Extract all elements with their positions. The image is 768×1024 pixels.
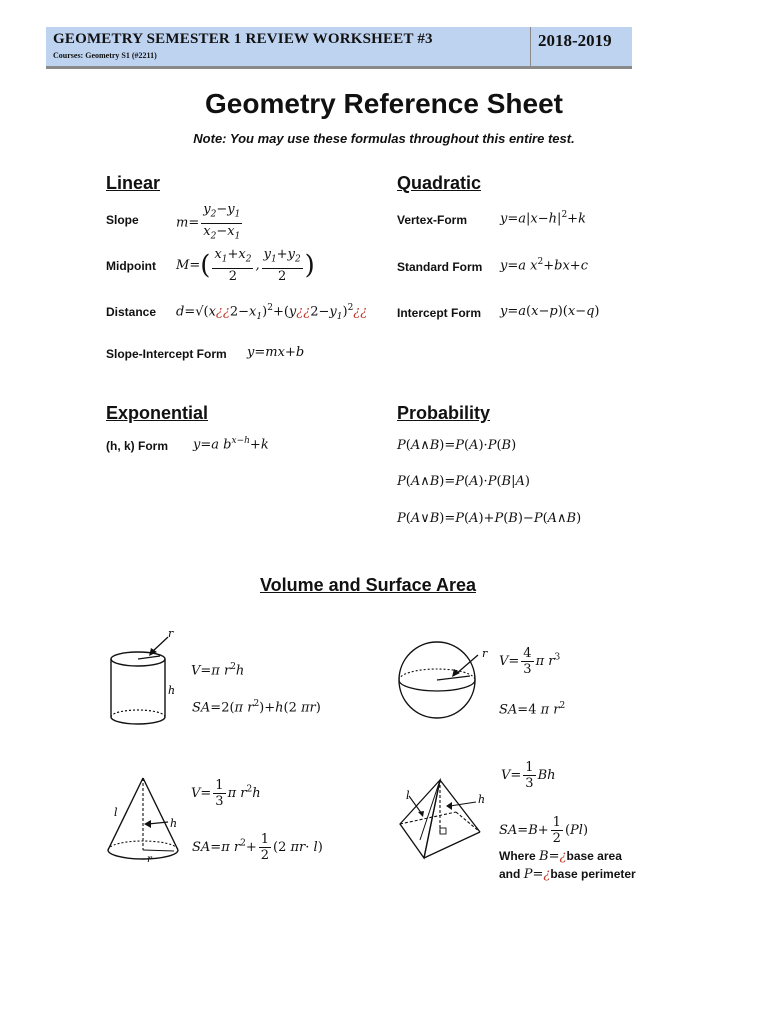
hk-form-label: (h, k) Form xyxy=(106,439,168,453)
probability-or-formula: P(A∨B)=P(A)+P(B)−P(A∧B) xyxy=(397,511,582,526)
cylinder-volume-formula: V=π $r^2h$ xyxy=(191,662,245,679)
sphere-surface-formula: SA=4 π $r^2$ xyxy=(499,701,566,718)
distance-formula: $d=√(x¿¿2-x_1)^2+(y¿¿2-y_1)^2¿¿$ xyxy=(176,303,368,322)
worksheet-title: GEOMETRY SEMESTER 1 REVIEW WORKSHEET #3 xyxy=(53,31,433,47)
sphere-icon xyxy=(392,632,502,727)
quadratic-heading: Quadratic xyxy=(397,173,482,193)
svg-text:r: r xyxy=(147,854,152,865)
cylinder-surface-formula: SA=2(π $r^2)+h(2$ πr) xyxy=(192,699,321,716)
pyramid-icon xyxy=(392,772,502,867)
pyramid-base-area-note: Where B=¿base area xyxy=(499,849,622,864)
sphere-volume-formula: V= $\frac{4}{3}$ π $r^3$ xyxy=(499,646,561,677)
vertex-form-label: Vertex-Form xyxy=(397,213,468,227)
page-note: Note: You may use these formulas throughout this entire test. xyxy=(193,131,575,146)
volume-heading: Volume and Surface Area xyxy=(259,575,477,595)
pyramid-volume-formula: V= $\frac{1}{3}$ Bh xyxy=(501,760,556,791)
standard-form-label: Standard Form xyxy=(397,260,483,274)
distance-label: Distance xyxy=(106,305,157,319)
exponential-heading: Exponential xyxy=(106,403,209,423)
slope-intercept-formula: y=mx+b xyxy=(247,345,305,360)
svg-text:h: h xyxy=(168,684,176,697)
svg-text:h: h xyxy=(170,817,178,830)
probability-heading: Probability xyxy=(397,403,491,423)
slope-intercept-label: Slope-Intercept Form xyxy=(106,347,227,361)
probability-and-formula: P(A∧B)=P(A)·P(B) xyxy=(397,438,517,453)
svg-text:r: r xyxy=(482,647,488,660)
cone-surface-formula: SA=π $r^2+$ $\frac{1}{2}$ (2 πr· l) xyxy=(192,832,323,863)
midpoint-formula: M=( $\frac{x_1+x_2}{2}$ , $\frac{y_1+y_2}{2}$ ) xyxy=(176,247,315,284)
school-year: 2018-2019 xyxy=(538,31,612,50)
vertex-form-formula: $y=a|x-h|^2+k$ xyxy=(500,210,586,227)
page-title: Geometry Reference Sheet xyxy=(205,88,563,119)
svg-text:r: r xyxy=(168,627,174,640)
header-divider xyxy=(530,27,531,66)
cylinder-icon xyxy=(100,625,190,735)
intercept-form-label: Intercept Form xyxy=(397,306,482,320)
cone-volume-formula: V= $\frac{1}{3}$ π $r^2h$ xyxy=(191,778,261,809)
midpoint-label: Midpoint xyxy=(106,259,156,273)
svg-text:l: l xyxy=(406,789,410,802)
slope-formula: m= $\frac{y_2-y_1}{x_2-x_1}$ xyxy=(176,202,241,242)
intercept-form-formula: y=a(x−p)(x−q) xyxy=(500,304,600,319)
hk-form-formula: y=a $b^{x-h}+k$ xyxy=(193,436,269,453)
probability-conditional-formula: P(A∧B)=P(A)·P(B|A) xyxy=(397,474,530,489)
courses-line: Courses: Geometry S1 (#2211) xyxy=(53,51,157,60)
slope-label: Slope xyxy=(106,213,139,227)
svg-text:l: l xyxy=(114,806,118,819)
standard-form-formula: y=a $x^2+bx+c$ xyxy=(500,257,588,274)
svg-text:h: h xyxy=(478,793,486,806)
pyramid-surface-formula: SA=B+ $\frac{1}{2}$ (Pl) xyxy=(499,815,589,846)
linear-heading: Linear xyxy=(106,173,161,193)
pyramid-base-perimeter-note: and P=¿base perimeter xyxy=(499,867,636,882)
cone-icon xyxy=(100,772,190,867)
